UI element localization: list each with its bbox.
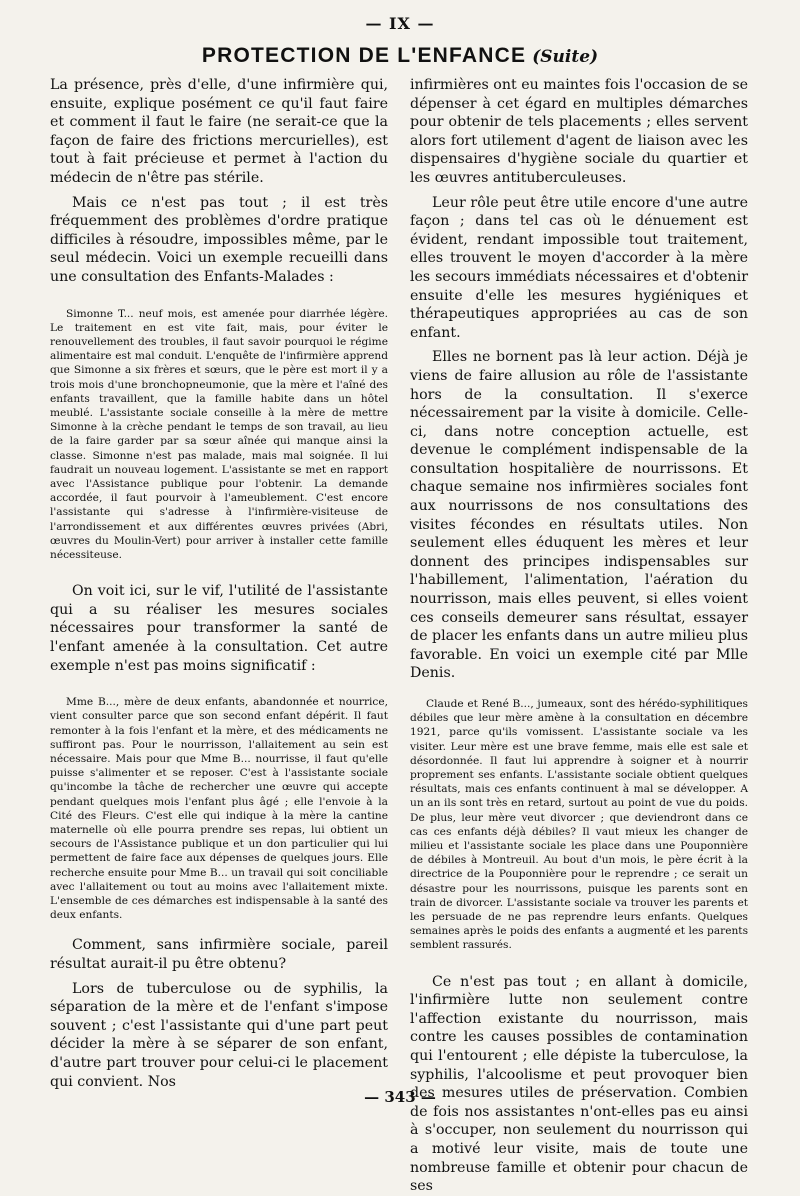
paragraph-infirmieres: infirmières ont eu maintes fois l'occasion de se dépenser à cet égard en multiples démarches pour obtenir de tels placements ; elles servent alors fort utilement d'agent de liaison avec les dispensaires d'hygiène sociale du quartier et les œuvres antituberculeuses.	[410, 77, 748, 186]
paragraph-domicile: Ce n'est pas tout ; en allant à domicile, l'infirmière lutte non seulement contre l'affection existante du nourrisson, mais contre les causes possibles de contamination qui l'entourent ; elle dépiste la tuberculose, la syphilis, l'alcoolisme et peut provoquer bien des mesures utiles de préservation. Combien de fois nos assistantes n'ont-elles pas eu ainsi à s'occuper, non seulement du nourrisson qui a motivé leur visite, mais de toute une nombreuse famille et obtenir pour chacun de ses	[410, 973, 748, 1195]
paragraph-on-voit: On voit ici, sur le vif, l'utilité de l'assistante qui a su réaliser les mesures sociales nécessaires pour transformer la santé de l'enfant amenée à la consultation. Cet autre exemple n'est pas moins significatif :	[50, 583, 388, 674]
page-number: — 343 —	[364, 1088, 436, 1106]
paragraph-comment: Comment, sans infirmière sociale, pareil résultat aurait-il pu être obtenu?	[50, 937, 388, 972]
paragraph-tuberculose: Lors de tuberculose ou de syphilis, la séparation de la mère et de l'enfant s'impose souvent ; c'est l'assistante qui d'une part peut décider la mère à se séparer de son enfant, d'autre part trouver pour celui-ci le placement qui convient. Nos	[50, 980, 388, 1090]
paragraph-presence: La présence, près d'elle, d'une infirmière qui, ensuite, explique posément ce qu'il faut faire et comment il faut le faire (ne serait-ce que la façon de faire des frictions mercurielles), est tout à fait précieuse et permet à l'action du médecin de n'être pas stérile.	[50, 77, 388, 186]
paragraph-action: Elles ne bornent pas là leur action. Déjà je viens de faire allusion au rôle de l'assistante hors de la consultation. Il s'exerce nécessairement par la visite à domicile. Celle-ci, dans notre conception actuelle, est devenue le complément indispensable de la consultation hospitalière de nourrissons. Et chaque semaine nos infirmières sociales font aux nourrissons de nos consultations des visites fécondes en résultats utiles. Non seulement elles éduquent les mères et leur donnent des principes indispensables sur l'habillement, l'alimentation, l'aération du nourrisson, mais elles peuvent, si elles voient ces conseils demeurer sans résultat, essayer de placer les enfants dans un autre milieu plus favorable. En voici un exemple cité par Mlle Denis.	[410, 349, 748, 682]
case-simonne: Simonne T... neuf mois, est amenée pour diarrhée légère. Le traitement en est vite fait, mais, pour éviter le renouvellement des troubles, il faut savoir pourquoi le régime alimentaire est mal conduit. L'enquête de l'infirmière apprend que Simonne a six frères et sœurs, que le père est mort il y a trois mois d'une bronchopneumonie, que la mère et l'aîné des enfants travaillent, que la famille habite dans un hôtel meublé. L'assistante sociale conseille à la mère de mettre Simonne à la crèche pendant le temps de son travail, au lieu de la faire garder par sa sœur aînée qui manque ainsi la classe. Simonne n'est pas malade, mais mal soignée. Il lui faudrait un nouveau logement. L'assistante se met en rapport avec l'Assistance publique pour l'obtenir. La demande accordée, il faut pourvoir à l'ameublement. C'est encore l'assistante qui s'adresse à l'infirmière-visiteuse de l'arrondissement et aux différentes œuvres privées (Abri, œuvres du Moulin-Vert) pour arriver à installer cette famille nécessiteuse.	[50, 307, 388, 561]
case-jumeaux: Claude et René B..., jumeaux, sont des hérédo-syphilitiques débiles que leur mère amène à la consultation en décembre 1921, parce qu'ils vomissent. L'assistante sociale va les visiter. Leur mère est une brave femme, mais elle est sale et désordonnée. Il faut lui apprendre à soigner et à nourrir proprement ses enfants. L'assistante sociale obtient quelques résultats, mais ces enfants continuent à mal se développer. A un an ils sont très en retard, surtout au point de vue du poids. De plus, leur mère veut divorcer ; que deviendront dans ce cas ces enfants déjà débiles? Il vaut mieux les changer de milieu et l'assistante sociale les place dans une Pouponnière de débiles à Montreuil. Au bout d'un mois, le père écrit à la directrice de la Pouponnière pour le reprendre ; ce serait un désastre pour les nourrissons, puisque les parents sont en train de divorcer. L'assistante sociale va trouver les parents et les persuade de ne pas reprendre leurs enfants. Quelques semaines après le poids des enfants a augmenté et les parents semblent rassurés.	[410, 698, 748, 952]
page-title	[0, 44, 800, 68]
title-suite: (Suite)	[532, 47, 599, 67]
right-column	[410, 76, 748, 1195]
paragraph-role: Leur rôle peut être utile encore d'une autre façon ; dans tel cas où le dénuement est évident, rendant impossible tout traitement, elles trouvent le moyen d'accorder à la mère les secours immédiats nécessaires et d'obtenir ensuite d'elle les mesures hygiéniques et thérapeutiques appropriées au cas de son enfant.	[410, 194, 748, 341]
left-column	[50, 76, 388, 1090]
title-text: PROTECTION DE L'ENFANCE	[201, 44, 527, 67]
paragraph-problemes: Mais ce n'est pas tout ; il est très fréquemment des problèmes d'ordre pratique difficiles à résoudre, impossibles même, par le seul médecin. Voici un exemple recueilli dans une consultation des Enfants-Malades :	[50, 194, 388, 285]
page-roman-numeral: — IX —	[365, 14, 435, 33]
case-mme-b: Mme B..., mère de deux enfants, abandonnée et nourrice, vient consulter parce que son second enfant dépérit. Il faut remonter à la fois l'enfant et la mère, et des médicaments ne suffiront pas. Pour le nourrisson, l'allaitement au sein est nécessaire. Mais pour que Mme B... nourrisse, il faut qu'elle puisse s'alimenter et se reposer. C'est à l'assistante sociale qu'incombe la tâche de rechercher une œuvre qui accepte pendant quelques mois l'enfant plus âgé ; elle l'envoie à la Cité des Fleurs. C'est elle qui indique à la mère la cantine maternelle où elle pourra prendre ses repas, lui obtient un secours de l'Assistance publique et un don particulier qui lui permettent de faire face aux dépenses de quelques jours. Elle recherche ensuite pour Mme B... un travail qui soit conciliable avec l'allaitement ou tout au moins avec l'allaitement mixte. L'ensemble de ces démarches est indispensable à la santé des deux enfants.	[50, 696, 388, 922]
